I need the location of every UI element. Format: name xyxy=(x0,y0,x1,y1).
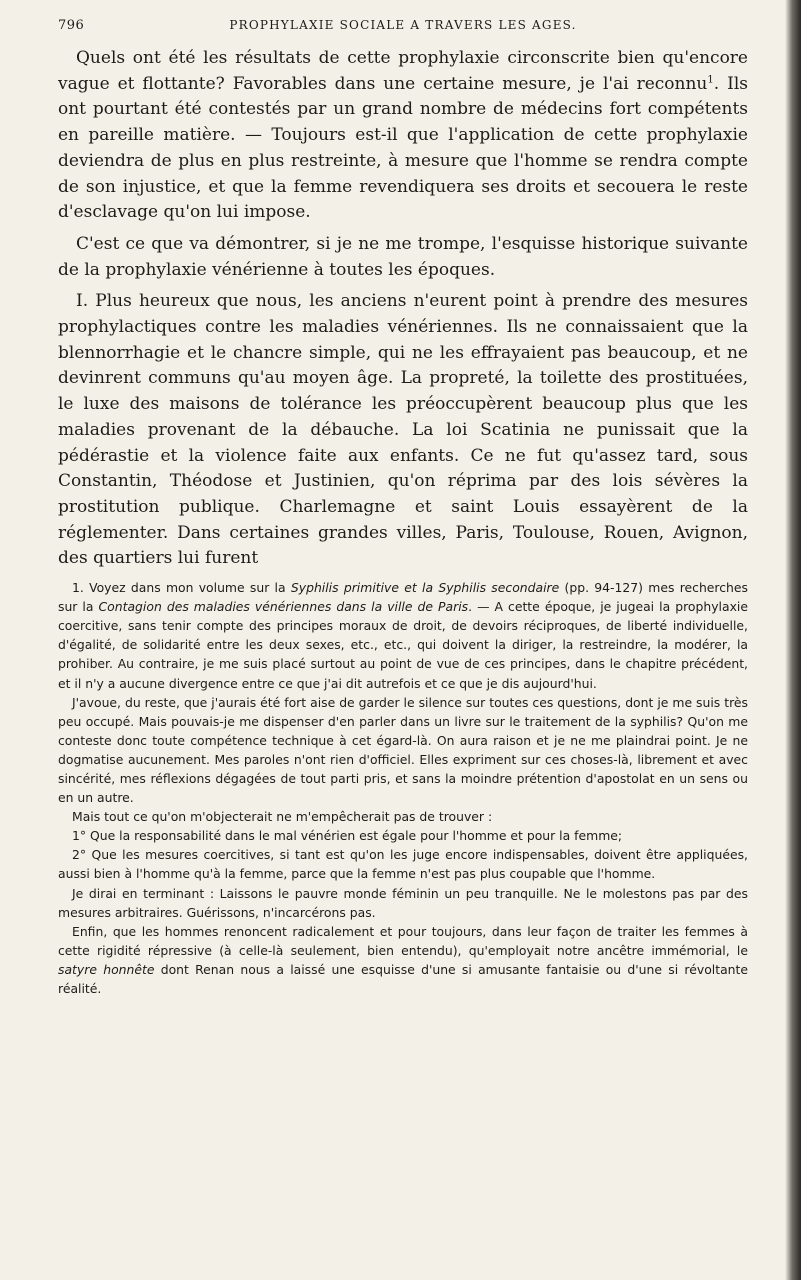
footnotes xyxy=(58,578,748,998)
page-binding-shadow xyxy=(785,0,801,1280)
footnote-text: . — A cette époque, je jugeai la prophylaxie coercitive, sans tenir compte des principes moraux de droit, de devoirs réciproques, de liberté individuelle, d'égalité, de solidarité entre les deux sexes, etc., etc., qui doivent la diriger, la restreindre, la modérer, la prohiber. Au contraire, je me suis placé surtout au point de vue de ces principes, dans le chapitre précédent, et il n'y a aucune divergence entre ce que j'ai dit autrefois et ce que je dis aujourd'hui. xyxy=(58,599,748,691)
footnote-paragraph: 2° Que les mesures coercitives, si tant est qu'on les juge encore indispensables, doivent être appliquées, aussi bien à l'homme qu'à la femme, parce que la femme n'est pas plus coupable que l'homme. xyxy=(58,847,748,882)
footnote-text: Enfin, que les hommes renoncent radicalement et pour toujours, dans leur façon de traiter les femmes à cette rigidité répressive (à celle-là seulement, bien entendu), qu'employait notre ancêtre immémorial, le xyxy=(58,923,748,958)
footnote-paragraph xyxy=(58,922,748,998)
paragraph xyxy=(58,46,748,226)
paragraph-text: . Ils ont pourtant été contestés par un grand nombre de médecins fort compétents en pareille matière. — Toujours est-il que l'application de cette prophylaxie deviendra de plus en plus restreinte, à mesure que l'homme se rendra compte de son injustice, et que la femme revendiquera ses droits et secouera le reste d'esclavage qu'on lui impose. xyxy=(58,73,748,223)
page-header xyxy=(58,18,748,46)
paragraph-text: Quels ont été les résultats de cette prophylaxie circonscrite bien qu'encore vague et flottante? Favorables dans une certaine mesure, je l'ai reconnu xyxy=(58,48,748,94)
footnote-paragraph: 1° Que la responsabilité dans le mal vénérien est égale pour l'homme et pour la femme; xyxy=(72,828,623,844)
footnote-text: (pp. 94-127) mes recherches sur la xyxy=(58,580,748,615)
main-text xyxy=(58,46,748,572)
paragraph: I. Plus heureux que nous, les anciens n'eurent point à prendre des mesures prophylactiques contre les maladies vénériennes. Ils ne connaissaient que la blennorrhagie et le chancre simple, qui ne les effrayaient pas beaucoup, et ne devinrent communs qu'au moyen âge. La propreté, la toilette des prostituées, le luxe des maisons de tolérance les préoccupèrent beaucoup plus que les maladies provenant de la débauche. La loi Scatinia ne punissait que la pédérastie et la violence faite aux enfants. Ce ne fut qu'assez tard, sous Constantin, Théodose et Justinien, qu'on réprima par des lois sévères la prostitution publique. Charlemagne et saint Louis essayèrent de la réglementer. Dans certaines grandes villes, Paris, Toulouse, Rouen, Avignon, des quartiers lui furent xyxy=(58,291,748,569)
book-page xyxy=(58,18,748,1258)
running-head: PROPHYLAXIE SOCIALE A TRAVERS LES AGES. xyxy=(229,18,577,32)
footnote-paragraph: Je dirai en terminant : Laissons le pauvre monde féminin un peu tranquille. Ne le molestons pas par des mesures arbitraires. Guérissons, n'incarcérons pas. xyxy=(58,885,748,920)
footnote-reference: 1 xyxy=(707,74,714,86)
footnote-paragraph: J'avoue, du reste, que j'aurais été fort aise de garder le silence sur toutes ces questions, dont je me suis très peu occupé. Mais pouvais-je me dispenser d'en parler dans un livre sur le traitement de la syphilis? Qu'on me conteste donc toute compétence technique à cet égard-là. On aura raison et je ne me plaindrai point. Je ne dogmatise aucunement. Mes paroles n'ont rien d'officiel. Elles expriment sur ces choses-là, librement et avec sincérité, mes réflexions dégagées de tout parti pris, et sans la moindre prétention d'apostolat en un sens ou en un autre. xyxy=(58,694,748,806)
footnote xyxy=(58,578,748,693)
page-number: 796 xyxy=(58,18,85,33)
footnote-paragraph: Mais tout ce qu'on m'objecterait ne m'empêcherait pas de trouver : xyxy=(72,809,493,825)
paragraph: C'est ce que va démontrer, si je ne me trompe, l'esquisse historique suivante de la prophylaxie vénérienne à toutes les époques. xyxy=(58,233,748,280)
italic-phrase: satyre honnête xyxy=(58,961,155,977)
footnote-text: 1. Voyez dans mon volume sur la xyxy=(72,580,291,596)
footnote-text: dont Renan nous a laissé une esquisse d'une si amusante fantaisie ou d'une si révoltante réalité. xyxy=(58,961,749,997)
book-title: Syphilis primitive et la Syphilis secondaire xyxy=(290,580,560,596)
work-title: Contagion des maladies vénériennes dans la ville de Paris xyxy=(98,599,469,615)
